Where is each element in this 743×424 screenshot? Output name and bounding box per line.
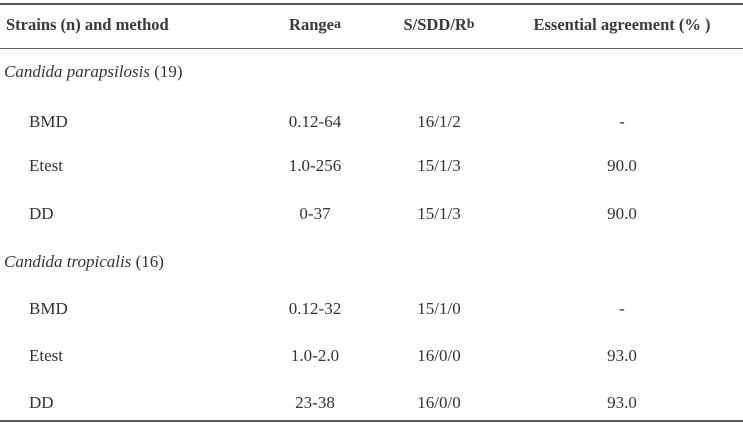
header-rule [0,48,743,49]
row-ssddr: 15/1/3 [417,156,461,175]
row-method: DD [29,393,54,412]
row-agreement: 93.0 [607,346,637,365]
header-range-footnote: a [333,17,341,32]
header-strains: Strains (n) and method [6,15,169,34]
row-range: 23-38 [295,393,335,412]
row-range: 0.12-64 [288,112,342,131]
row-ssddr: 16/1/2 [417,112,461,131]
row-ssddr: 15/1/3 [417,204,461,223]
row-ssddr: 15/1/0 [417,299,461,318]
row-agreement: 90.0 [607,204,637,223]
row-range: 0.12-32 [288,299,342,318]
row-method: BMD [29,299,68,318]
row-method: Etest [29,156,63,175]
row-range: 0-37 [299,204,331,223]
row-agreement: - [619,299,625,318]
header-ssddr: $S/SDD/R^b$ [403,15,475,34]
row-method: BMD [29,112,68,131]
row-agreement: 93.0 [607,393,637,412]
header-ssddr-footnote: b [466,17,475,32]
row-method: Etest [29,346,63,365]
header-range: Range$^a$ [289,15,341,34]
row-method: DD [29,204,54,223]
group-heading: Candida parapsilosis (19) [4,62,183,81]
header-agreement: Essential agreement (% ) [533,15,711,34]
top-rule [0,3,743,5]
row-agreement: 90.0 [607,156,637,175]
row-ssddr: 16/0/0 [417,393,461,412]
row-agreement: - [619,112,625,131]
bottom-rule [0,420,743,422]
row-range: 1.0-256 [288,156,342,175]
row-ssddr: 16/0/0 [417,346,461,365]
group-heading: Candida tropicalis (16) [4,252,164,271]
row-range: 1.0-2.0 [290,346,340,365]
